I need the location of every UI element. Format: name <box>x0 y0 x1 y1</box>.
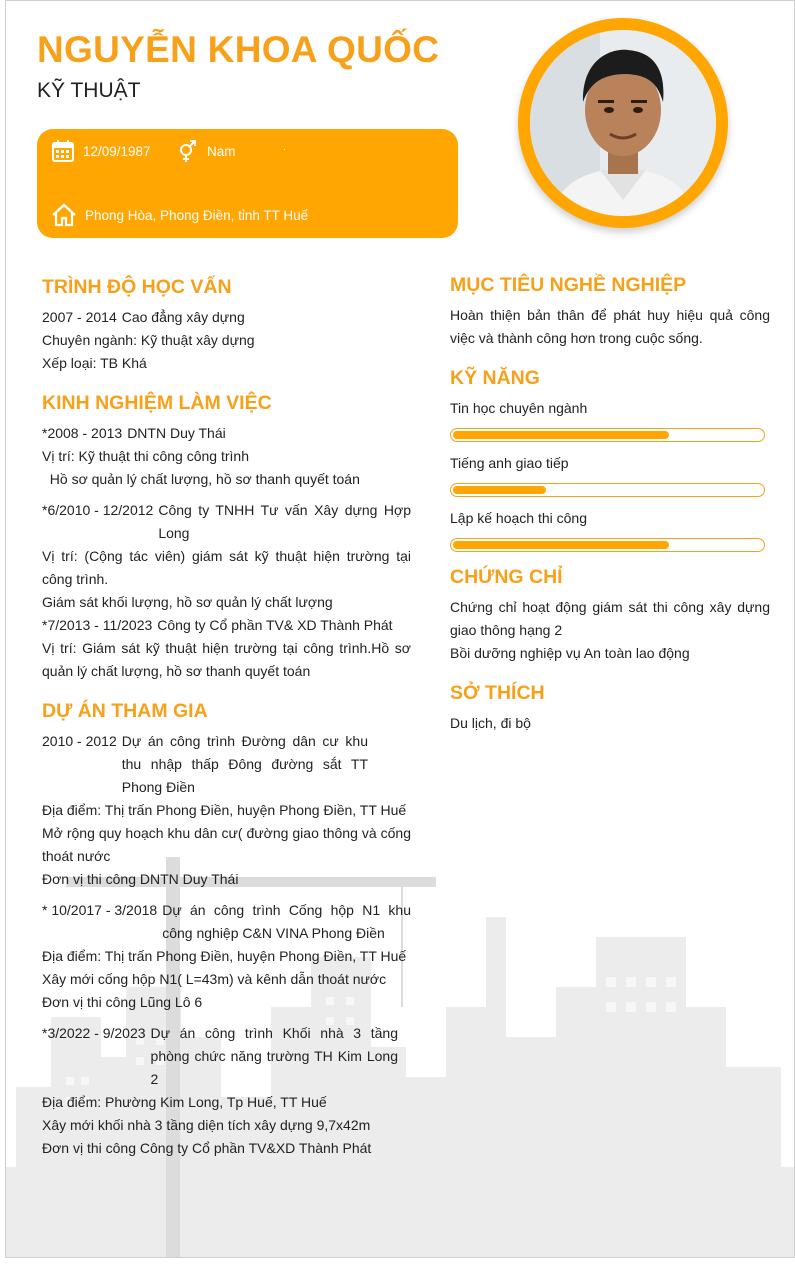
project-line: Địa điểm: Thị trấn Phong Điền, huyện Phong Điền, TT Huế <box>42 948 407 964</box>
skill-item <box>450 452 770 497</box>
experience-item <box>42 499 411 614</box>
skill-bar <box>450 428 765 442</box>
experience-line: Giám sát khối lượng, hồ sơ quản lý chất lượng <box>42 594 333 610</box>
certificates-title: CHỨNG CHỈ <box>450 566 563 588</box>
resume-page <box>5 0 795 1258</box>
education-major: Chuyên ngành: Kỹ thuật xây dựng <box>42 332 255 348</box>
skill-item <box>450 397 770 442</box>
experience-period: *2008 - 2013 <box>42 425 123 441</box>
hobbies-title: SỞ THÍCH <box>450 682 545 704</box>
skill-label: Tin học chuyên ngành <box>450 400 588 416</box>
project-line: Mở rộng quy hoạch khu dân cư( đường giao thông và cống thoát nước <box>42 825 411 864</box>
project-item <box>42 899 411 1014</box>
experience-line: Hồ sơ quản lý chất lượng, hồ sơ thanh quyết toán <box>42 471 360 487</box>
skill-label: Tiếng anh giao tiếp <box>450 455 569 471</box>
project-line: Địa điểm: Thị trấn Phong Điền, huyện Phong Điền, TT Huế <box>42 802 407 818</box>
experience-item <box>42 422 411 491</box>
hobbies-text: Du lịch, đi bộ <box>450 715 531 731</box>
education-rank: Xếp loại: TB Khá <box>42 355 147 371</box>
avatar-frame <box>518 18 728 228</box>
skill-bar-fill <box>453 541 669 549</box>
address-item <box>51 203 308 227</box>
project-line: Xây mới khối nhà 3 tầng diện tích xây dựng 9,7x42m <box>42 1117 371 1133</box>
experience-item <box>42 614 411 683</box>
experience-period: *7/2013 - 11/2023 <box>42 617 153 633</box>
certificate-line: Bồi dưỡng nghiệp vụ An toàn lao động <box>450 645 690 661</box>
birthdate-value: 12/09/1987 <box>83 143 151 159</box>
project-name: Dự án công trình Cống hộp N1 khu công nghiệp C&N VINA Phong Điền <box>162 902 411 941</box>
project-period: 2010 - 2012 <box>42 733 117 749</box>
skill-bar <box>450 538 765 552</box>
experience-company: Công ty TNHH Tư vấn Xây dựng Hợp Long <box>158 502 411 541</box>
project-line: Địa điểm: Phường Kim Long, Tp Huế, TT Huế <box>42 1094 327 1110</box>
certificate-line: Chứng chỉ hoạt động giám sát thi công xây dựng giao thông hạng 2 <box>450 599 770 638</box>
right-column <box>450 274 770 735</box>
project-line: Đơn vị thi công Lũng Lô 6 <box>42 994 203 1010</box>
gender-icon <box>177 139 199 163</box>
calendar-icon <box>51 139 75 163</box>
skill-label: Lập kế hoạch thi công <box>450 510 587 526</box>
project-period: *3/2022 - 9/2023 <box>42 1025 146 1041</box>
experience-company: Công ty Cổ phần TV& XD Thành Phát <box>157 617 393 633</box>
education-school: Cao đẳng xây dựng <box>121 309 245 325</box>
education-row <box>42 306 411 329</box>
candidate-name: NGUYỄN KHOA QUỐC <box>37 29 440 70</box>
education-title: TRÌNH ĐỘ HỌC VẤN <box>42 276 232 298</box>
experience-line: Vị trí: Kỹ thuật thi công công trình <box>42 448 249 464</box>
experience-line: Vị trí: Giám sát kỹ thuật hiện trường tại công trình.Hồ sơ quản lý chất lượng, hồ sơ thanh quyết toán <box>42 640 411 679</box>
skill-bar-fill <box>453 431 669 439</box>
project-name: Dự án công trình Khối nhà 3 tầng phòng chức năng trường TH Kim Long 2 <box>150 1025 398 1087</box>
skill-bar-fill <box>453 486 546 494</box>
skill-bar <box>450 483 765 497</box>
project-line: Đơn vị thi công DNTN Duy Thái <box>42 871 239 887</box>
education-period: 2007 - 2014 <box>42 309 117 325</box>
gender-item <box>177 139 236 163</box>
avatar <box>530 30 716 216</box>
info-dot: . <box>283 142 286 153</box>
experience-period: *6/2010 - 12/2012 <box>42 502 154 518</box>
profile-photo <box>530 30 716 216</box>
objective-text: Hoàn thiện bản thân để phát huy hiệu quả công việc và thành công hơn trong cuộc sống. <box>450 307 770 346</box>
project-item <box>42 1022 411 1160</box>
project-line: Xây mới cống hộp N1( L=43m) và kênh dẫn thoát nước <box>42 971 387 987</box>
home-icon <box>51 203 77 227</box>
personal-info-box <box>37 129 458 238</box>
skill-item <box>450 507 770 552</box>
experience-company: DNTN Duy Thái <box>127 425 226 441</box>
objective-title: MỤC TIÊU NGHỀ NGHIỆP <box>450 274 687 296</box>
address-value: Phong Hòa, Phong Điền, tỉnh TT Huế <box>85 207 309 223</box>
projects-title: DỰ ÁN THAM GIA <box>42 700 208 722</box>
skills-title: KỸ NĂNG <box>450 367 540 389</box>
left-column <box>42 276 411 1160</box>
gender-value: Nam <box>207 143 236 159</box>
project-period: * 10/2017 - 3/2018 <box>42 902 158 918</box>
project-line: Đơn vị thi công Công ty Cổ phần TV&XD Thành Phát <box>42 1140 372 1156</box>
birthdate-item <box>51 139 151 163</box>
experience-title: KINH NGHIỆM LÀM VIỆC <box>42 392 272 414</box>
project-name: Dự án công trình Đường dân cư khu thu nhập thấp Đông đường sắt TT Phong Điền <box>121 733 368 795</box>
job-title: KỸ THUẬT <box>37 79 141 102</box>
experience-line: Vị trí: (Cộng tác viên) giám sát kỹ thuật hiện trường tại công trình. <box>42 548 411 587</box>
project-item <box>42 730 411 891</box>
